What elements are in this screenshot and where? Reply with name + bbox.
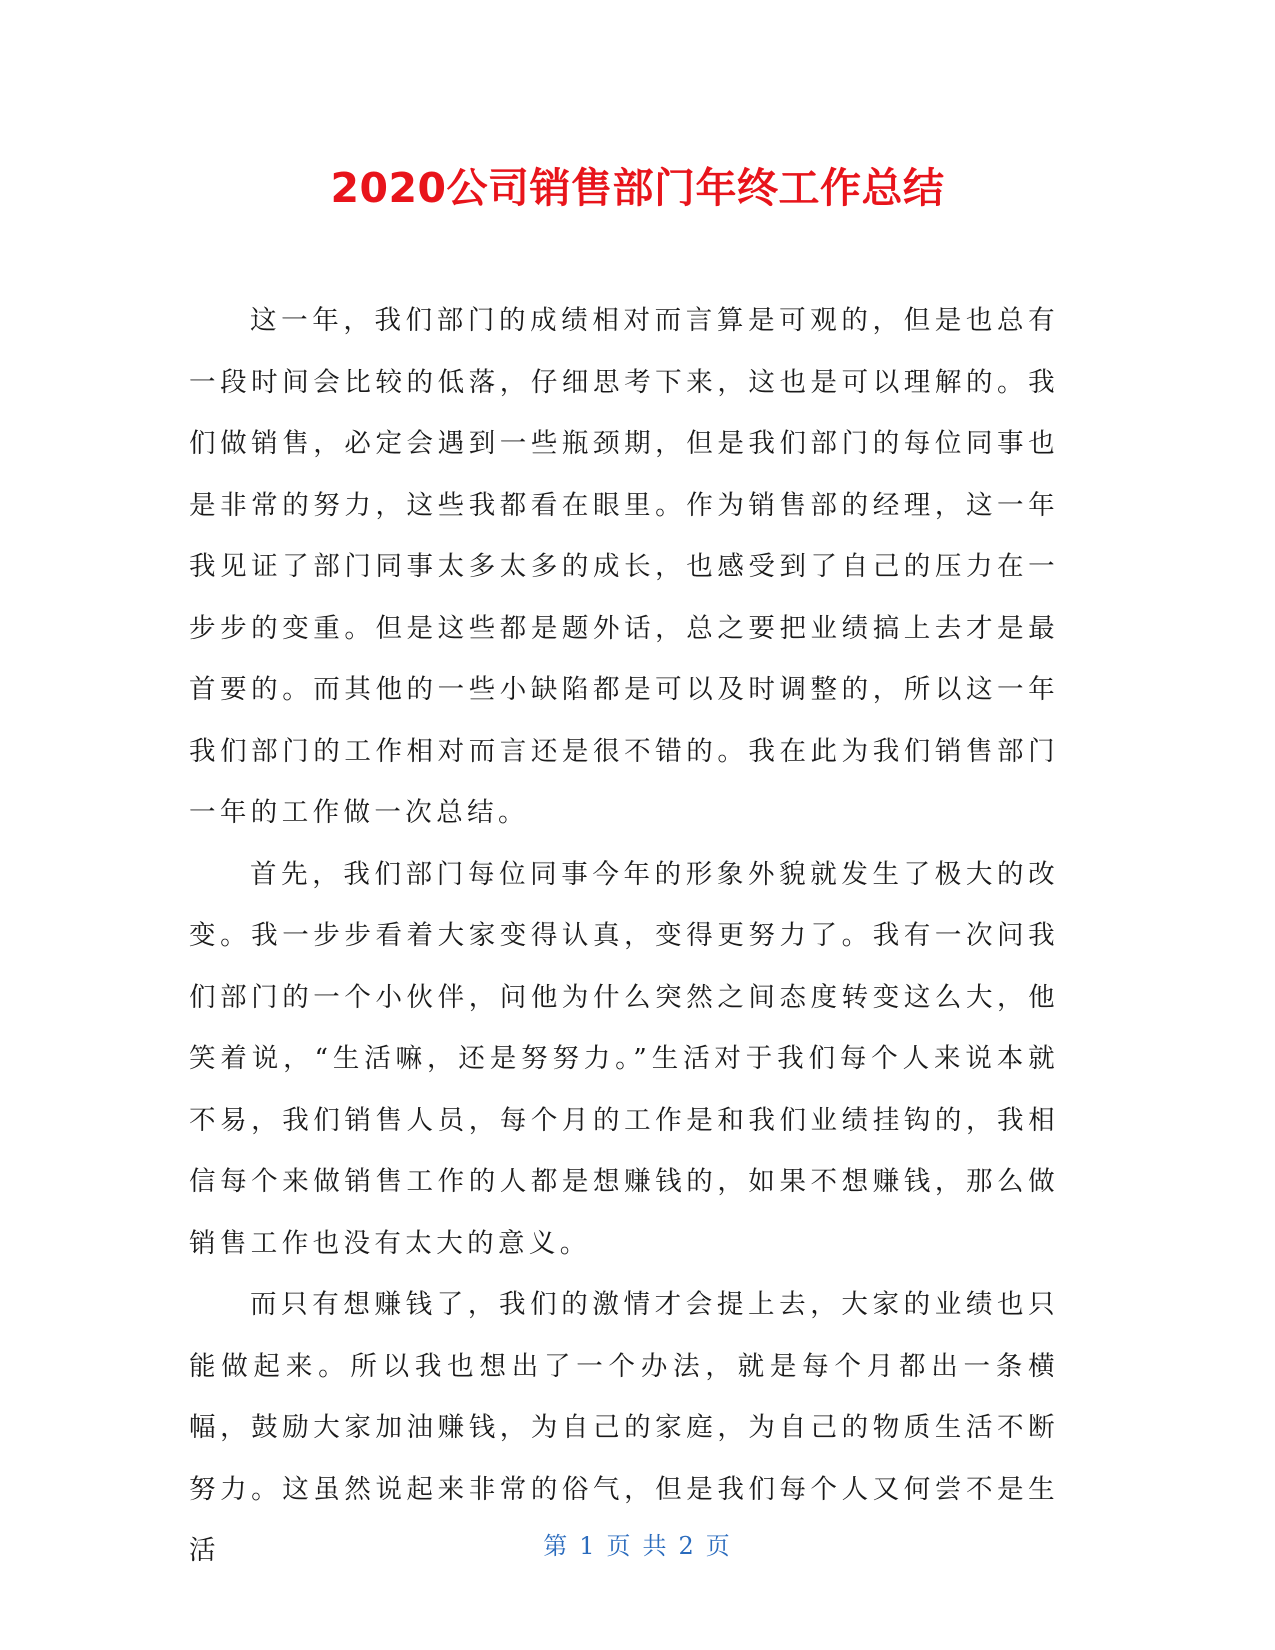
footer-current-page: 1 — [579, 1532, 597, 1560]
document-body — [189, 290, 1059, 1582]
page-footer — [0, 1530, 1275, 1562]
footer-total-pages: 2 — [678, 1532, 696, 1560]
footer-page-label: 第 — [543, 1532, 570, 1560]
paragraph-3: 而只有想赚钱了，我们的激情才会提上去，大家的业绩也只能做起来。所以我也想出了一个办法，就是每个月都出一条横幅，鼓励大家加油赚钱，为自己的家庭，为自己的物质生活不断努力。这虽然说起来非常的俗气，但是我们每个人又何尝不是生活 — [189, 1289, 1059, 1566]
paragraph-1: 这一年，我们部门的成绩相对而言算是可观的，但是也总有一段时间会比较的低落，仔细思考下来，这也是可以理解的。我们做销售，必定会遇到一些瓶颈期，但是我们部门的每位同事也是非常的努力，这些我都看在眼里。作为销售部的经理，这一年我见证了部门同事太多太多的成长，也感受到了自己的压力在一步步的变重。但是这些都是题外话，总之要把业绩搞上去才是最首要的。而其他的一些小缺陷都是可以及时调整的，所以这一年我们部门的工作相对而言还是很不错的。我在此为我们销售部门一年的工作做一次总结。 — [189, 305, 1059, 828]
footer-total-unit: 页 — [705, 1532, 732, 1560]
paragraph-2: 首先，我们部门每位同事今年的形象外貌就发生了极大的改变。我一步步看着大家变得认真，变得更努力了。我有一次问我们部门的一个小伙伴，问他为什么突然之间态度转变这么大，他笑着说，“生活嘛，还是努努力。”生活对于我们每个人来说本就不易，我们销售人员，每个月的工作是和我们业绩挂钩的，我相信每个来做销售工作的人都是想赚钱的，如果不想赚钱，那么做销售工作也没有太大的意义。 — [189, 858, 1059, 1259]
footer-total-label: 共 — [642, 1532, 669, 1560]
footer-page-unit: 页 — [606, 1532, 633, 1560]
document-title: 2020公司销售部门年终工作总结 — [330, 164, 945, 212]
